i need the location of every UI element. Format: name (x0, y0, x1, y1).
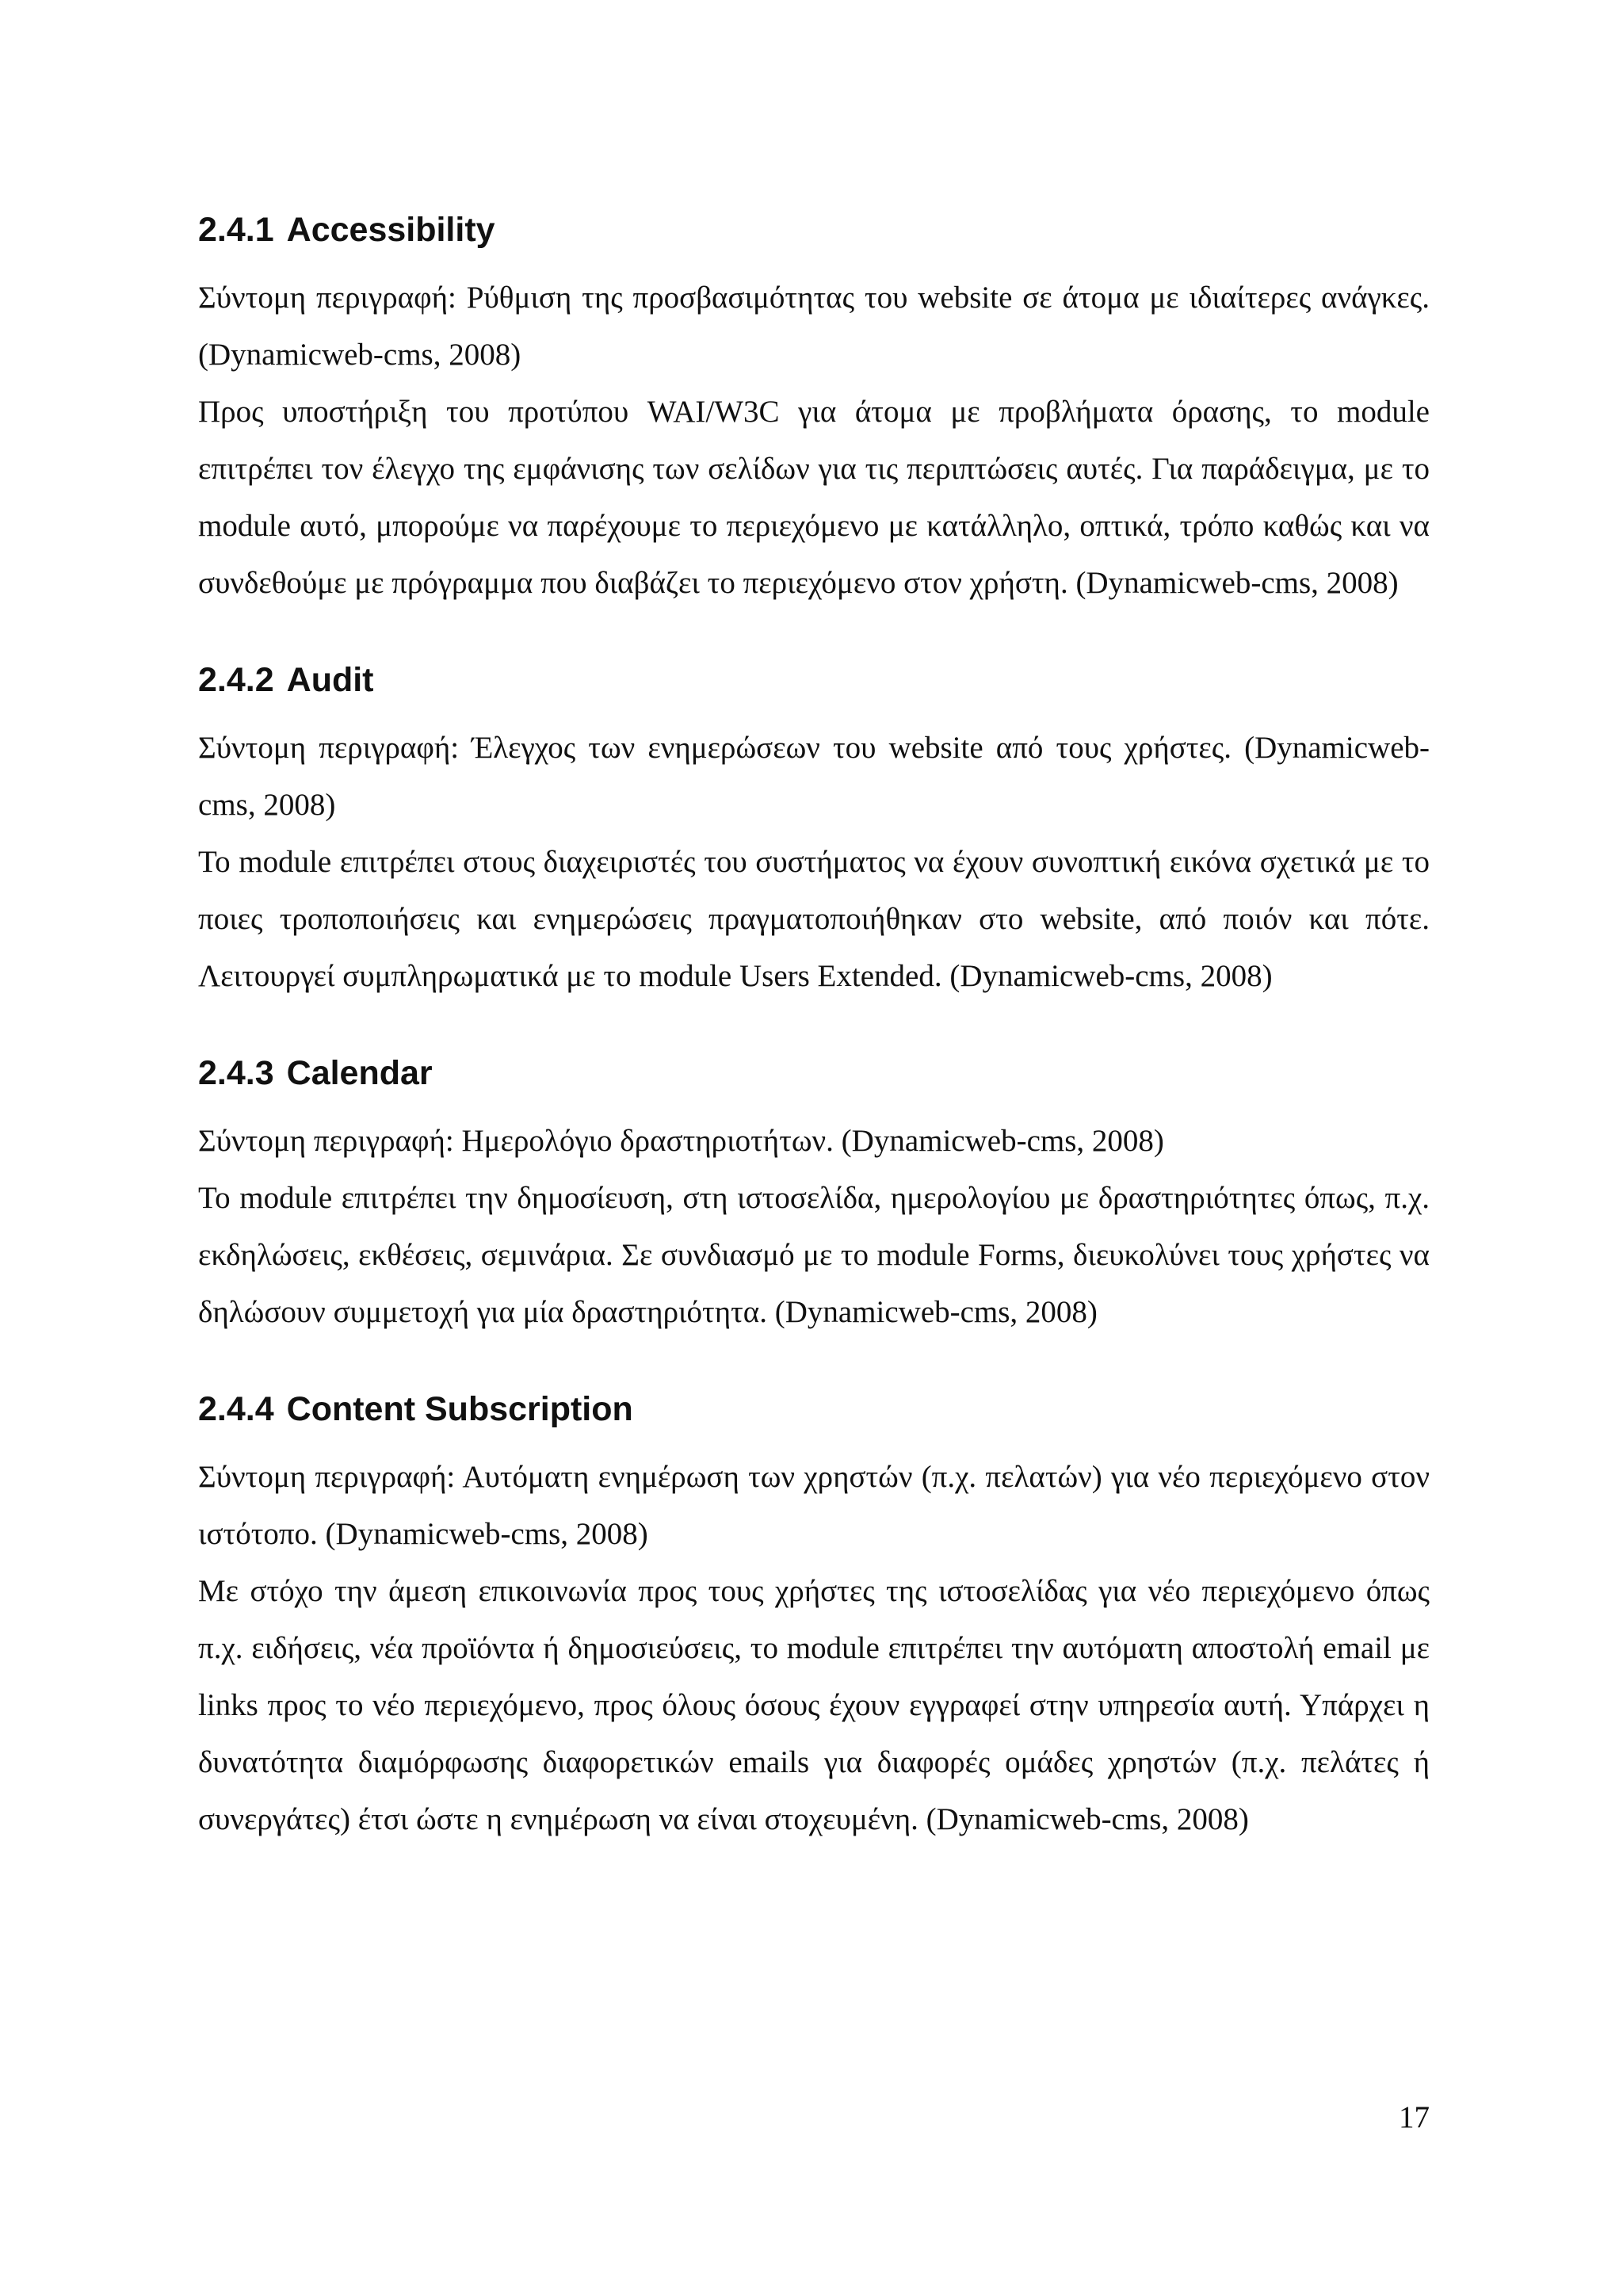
body-paragraph: Το module επιτρέπει στους διαχειριστές του συστήματος να έχουν συνοπτική εικόνα σχετικά με το ποιες τροποποιήσεις και ενημερώσεις πραγματοποιήθηκαν στο website, από ποιόν και πότε. Λειτουργεί συμπληρωματικά με το module Users Extended. (Dynamicweb-cms, 2008) (198, 845, 1430, 993)
section-heading (198, 1051, 1430, 1095)
body-paragraph: Προς υποστήριξη του προτύπου WAI/W3C για άτομα με προβλήματα όρασης, το module επιτρέπει τον έλεγχο της εμφάνισης των σελίδων για τις περιπτώσεις αυτές. Για παράδειγμα, με το module αυτό, μπορούμε να παρέχουμε το περιεχόμενο με κατάλληλο, οπτικά, τρόπο καθώς και να συνδεθούμε με πρόγραμμα που διαβάζει το περιεχόμενο στον χρήστη. (Dynamicweb-cms, 2008) (198, 395, 1430, 600)
section-calendar (198, 1051, 1430, 1341)
short-description-paragraph: Σύντομη περιγραφή: Ρύθμιση της προσβασιμότητας του website σε άτομα με ιδιαίτερες ανάγκες. (Dynamicweb-cms, 2008) (198, 281, 1430, 372)
section-number: 2.4.1 (198, 211, 274, 249)
body-paragraph: Το module επιτρέπει την δημοσίευση, στη ιστοσελίδα, ημερολογίου με δραστηριότητες όπως, π.χ. εκδηλώσεις, εκθέσεις, σεμινάρια. Σε συνδιασμό με το module Forms, διευκολύνει τους χρήστες να δηλώσουν συμμετοχή για μία δραστηριότητα. (Dynamicweb-cms, 2008) (198, 1181, 1430, 1329)
section-title: Content Subscription (286, 1390, 633, 1428)
section-number: 2.4.2 (198, 661, 274, 699)
section-title: Audit (286, 661, 374, 699)
section-number: 2.4.4 (198, 1390, 274, 1428)
short-description-paragraph: Σύντομη περιγραφή: Έλεγχος των ενημερώσεων του website από τους χρήστες. (Dynamicweb-cms, 2008) (198, 731, 1430, 822)
section-accessibility (198, 208, 1430, 612)
section-content-subscription (198, 1387, 1430, 1848)
page-content (198, 208, 1430, 1894)
section-heading (198, 208, 1430, 252)
section-heading (198, 658, 1430, 702)
section-number: 2.4.3 (198, 1054, 274, 1092)
short-description-paragraph: Σύντομη περιγραφή: Ημερολόγιο δραστηριοτήτων. (Dynamicweb-cms, 2008) (198, 1124, 1164, 1158)
page-number: 17 (1399, 2100, 1430, 2134)
section-title: Calendar (286, 1054, 433, 1092)
section-heading (198, 1387, 1430, 1431)
section-audit (198, 658, 1430, 1005)
short-description-paragraph: Σύντομη περιγραφή: Αυτόματη ενημέρωση των χρηστών (π.χ. πελατών) για νέο περιεχόμενο στον ιστότοπο. (Dynamicweb-cms, 2008) (198, 1460, 1430, 1551)
section-title: Accessibility (286, 211, 495, 249)
body-paragraph: Με στόχο την άμεση επικοινωνία προς τους χρήστες της ιστοσελίδας για νέο περιεχόμενο όπως π.χ. ειδήσεις, νέα προϊόντα ή δημοσιεύσεις, το module επιτρέπει την αυτόματη αποστολή email με links προς το νέο περιεχόμενο, προς όλους όσους έχουν εγγραφεί στην υπηρεσία αυτή. Υπάρχει η δυνατότητα διαμόρφωσης διαφορετικών emails για διαφορές ομάδες χρηστών (π.χ. πελάτες ή συνεργάτες) έτσι ώστε η ενημέρωση να είναι στοχευμένη. (Dynamicweb-cms, 2008) (198, 1574, 1430, 1836)
